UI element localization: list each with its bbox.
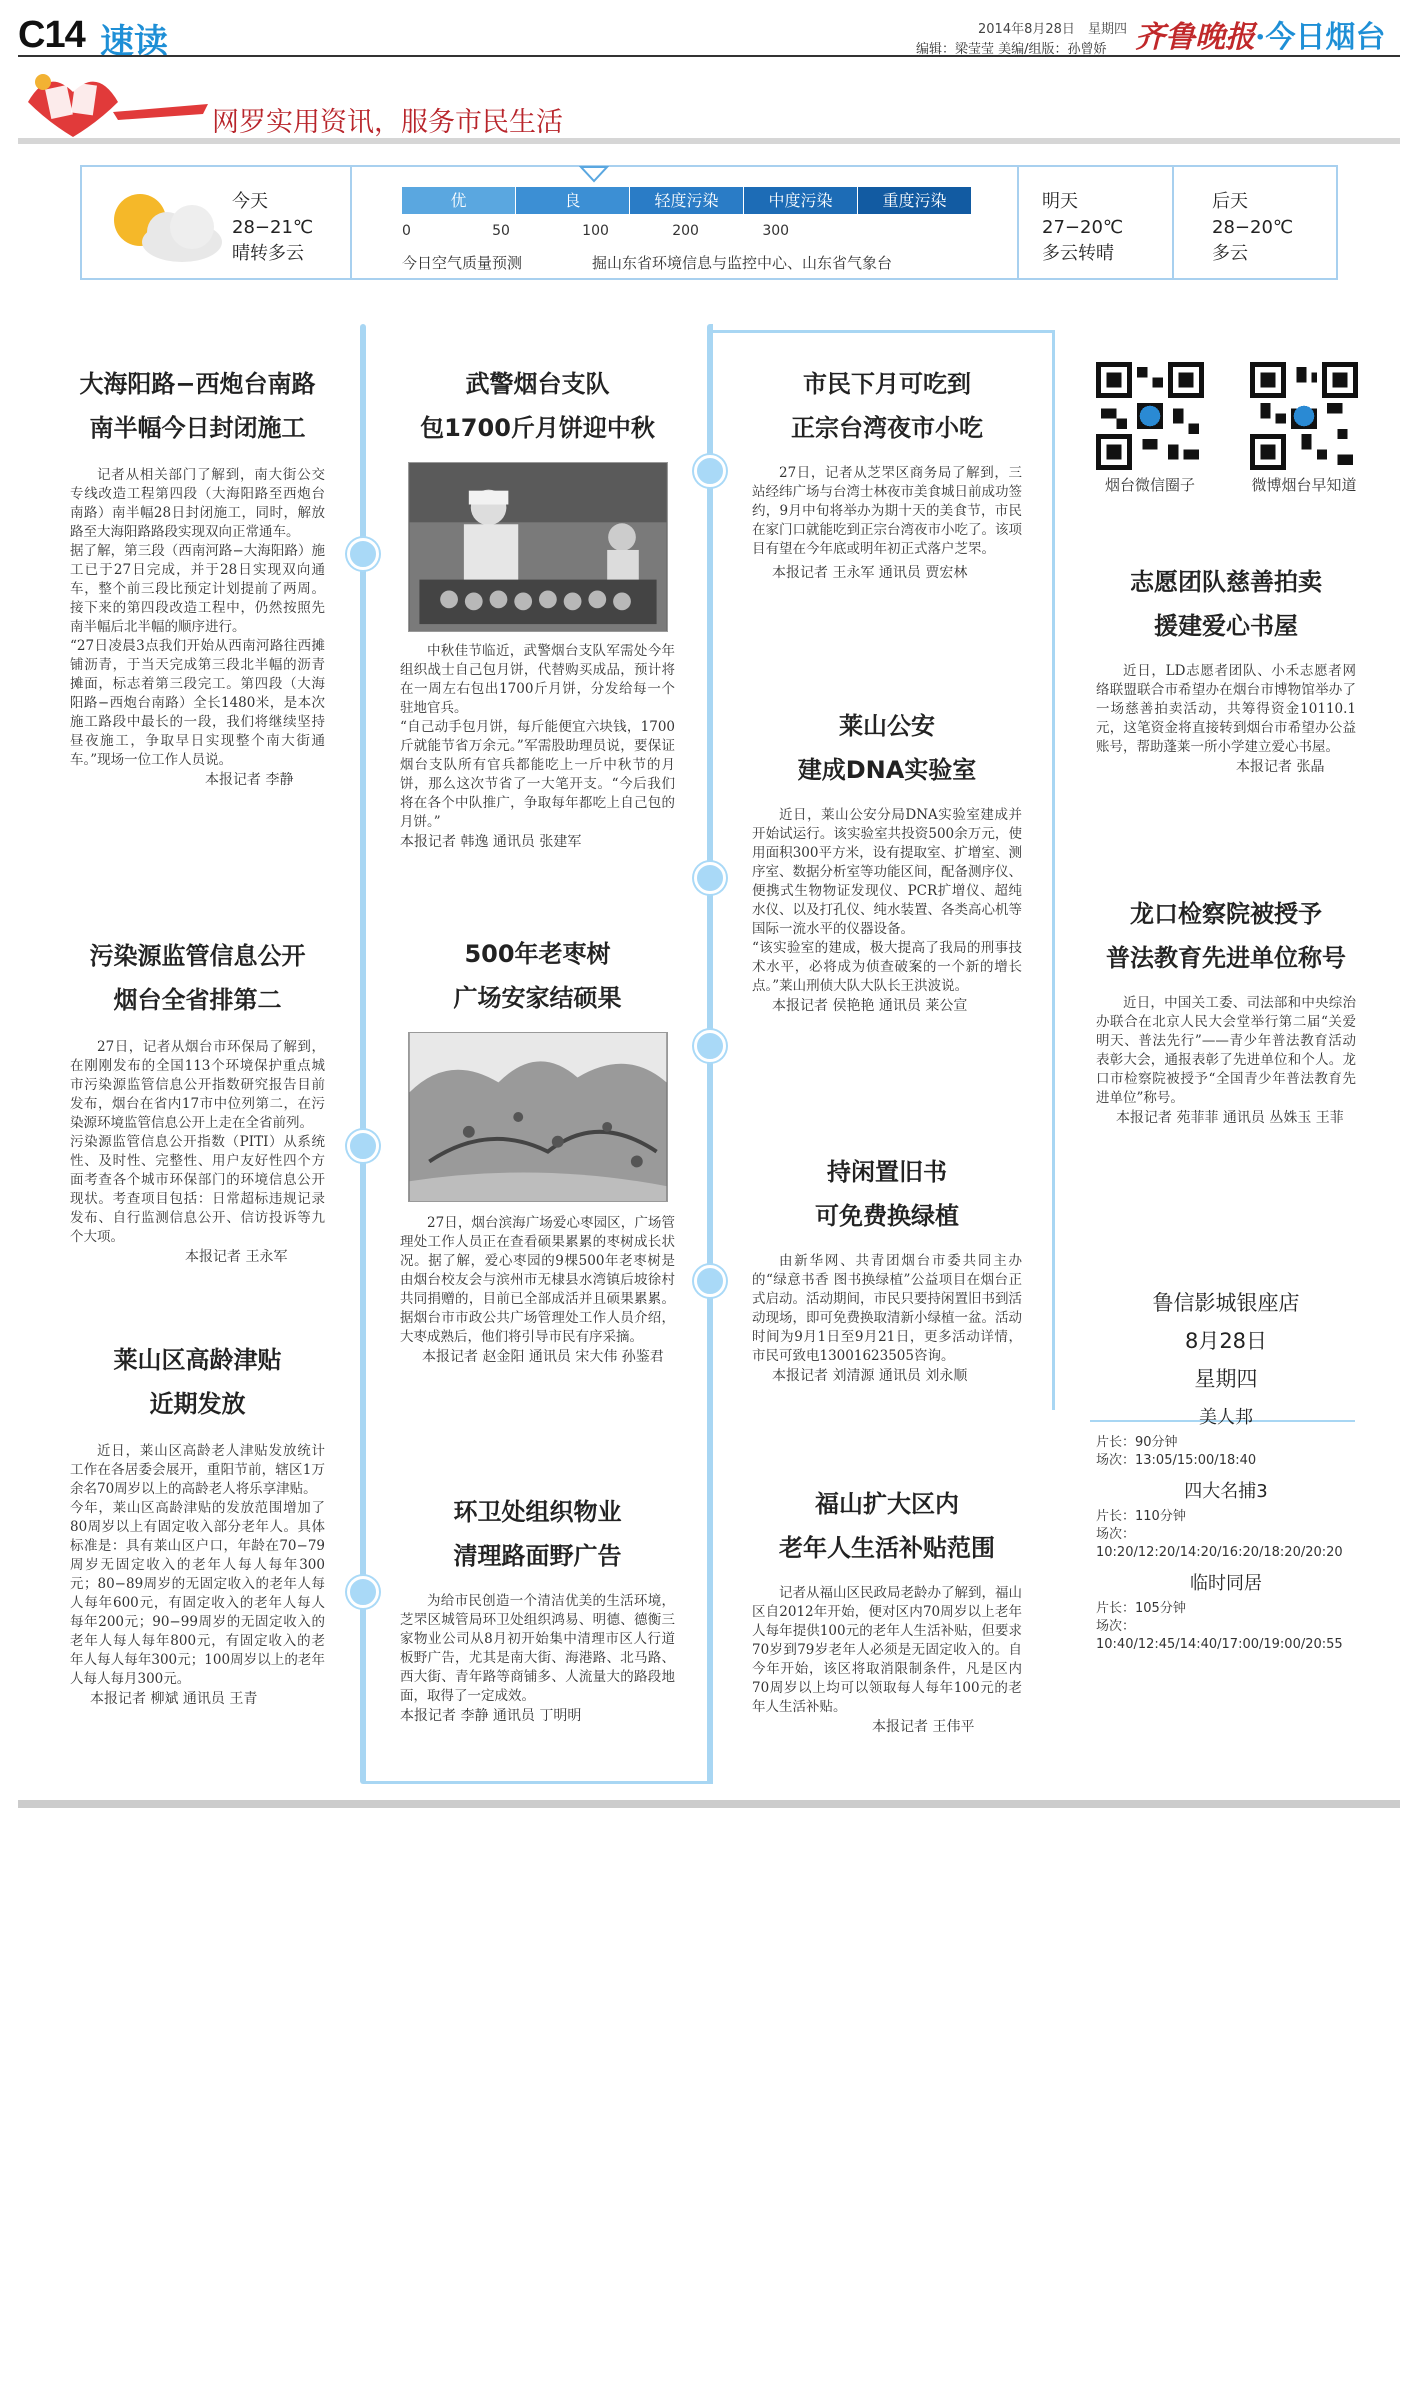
article-cleanup xyxy=(400,1490,675,1726)
headline xyxy=(70,934,325,1022)
today-label: 今天 xyxy=(232,191,268,212)
movie-length: 片长：105分钟 xyxy=(1096,1601,1186,1616)
article-body: 27日，记者从芝罘区商务局了解到，三站经纬广场与台湾士林夜市美食城日前成功签约，9月中旬将举办为期十天的美食节，市民在家门口就能吃到正宗台湾夜市小吃了。该项目有望在今年底或明年初正式落户芝罘。 xyxy=(752,465,1022,557)
article-body: 近日，莱山公安分局DNA实验室建成并开始试运行。该实验室共投资500余万元，使用面积300平方米，设有提取室、扩增室、测序室、数据分析室等功能区间，配备测序仪、便携式生物物证发现仪、PCR扩增仪、超纯水仪、以及打孔仪、纯水装置、各类高心机等国际一流水平的仪器设备。 “该实验室的建成，极大提高了我局的刑事技术水平，必将成为侦查破案的一个新的增长点。”莱山刑侦大队大队长王洪波说。 xyxy=(752,807,1022,994)
byline: 本报记者 苑菲菲 通讯员 丛姝玉 王菲 xyxy=(1116,1110,1344,1126)
headline-line1: 市民下月可吃到 xyxy=(803,370,971,398)
article-body: 近日，LD志愿者团队、小禾志愿者网络联盟联合市希望办在烟台市博物馆举办了一场慈善拍卖活动，共筹得资金10110.1元，这笔资金将直接转到烟台市希望办公益账号，帮助蓬莱一所小学建立爱心书屋。 xyxy=(1096,663,1356,755)
article-law-award xyxy=(1096,892,1356,1128)
headline xyxy=(70,362,325,450)
movie-item xyxy=(1096,1476,1356,1562)
article-charity-auction xyxy=(1096,560,1356,777)
headline xyxy=(1096,560,1356,648)
headline-line1: 500年老枣树 xyxy=(464,940,611,968)
tomorrow-desc: 多云转晴 xyxy=(1042,243,1114,264)
headline-line2: 包1700斤月饼迎中秋 xyxy=(420,414,655,442)
headline xyxy=(70,1338,325,1426)
masthead xyxy=(1135,12,1385,56)
headline xyxy=(752,704,1022,792)
aqi-level-4: 中度污染 xyxy=(744,187,858,214)
header-rule xyxy=(18,55,1400,57)
article-body: 为给市民创造一个清洁优美的生活环境，芝罘区城管局环卫处组织鸿易、明德、德衡三家物业公司从8月初开始集中清理市区人行道板野广告，尤其是南大街、海港路、北马路、西大街、青年路等商铺多、人流量大的路段地面，取得了一定成效。 xyxy=(400,1593,675,1704)
aqi-tick: 50 xyxy=(492,223,510,239)
aqi-tick: 100 xyxy=(582,223,609,239)
byline: 本报记者 王永军 通讯员 贾宏林 xyxy=(772,565,968,581)
headline-line2: 清理路面野广告 xyxy=(453,1542,622,1570)
aqi-level-1: 优 xyxy=(402,187,516,214)
cinema-weekday: 星期四 xyxy=(1194,1367,1258,1391)
article-elderly-allowance xyxy=(70,1338,325,1709)
section-title: 速读 xyxy=(100,22,168,62)
headline-line1: 莱山公安 xyxy=(839,712,935,740)
headline xyxy=(752,362,1022,450)
aqi-scale xyxy=(402,187,972,214)
today-desc: 晴转多云 xyxy=(232,243,304,264)
qr-code-icon xyxy=(1250,362,1358,470)
article-night-market xyxy=(752,362,1022,583)
after-desc: 多云 xyxy=(1212,243,1248,264)
headline-line1: 环卫处组织物业 xyxy=(453,1498,622,1526)
headline-line1: 志愿团队慈善拍卖 xyxy=(1130,568,1322,596)
weather-today xyxy=(232,189,313,267)
movie-title: 四大名捕3 xyxy=(1184,1481,1268,1502)
cinema-name: 鲁信影城银座店 xyxy=(1152,1291,1300,1315)
page-number: C14 xyxy=(18,14,85,56)
article-body: 27日，记者从烟台市环保局了解到，在刚刚发布的全国113个环境保护重点城市污染源监管信息公开指数研究报告目前发布，烟台在省内17市中位列第二，在污染源环境监管信息公开上走在全省前列。 污染源监管信息公开指数（PITI）从系统性、及时性、完整性、用户友好性四个方面考查各个城市环保部门的环境信息公开现状。考查项目包括：日常超标违规记录发布、自行监测信息公开、信访投诉等九个大项。 xyxy=(70,1039,325,1245)
masthead-brand: 齐鲁晚报 xyxy=(1135,20,1255,55)
article-mooncakes xyxy=(400,362,675,852)
headline-line2: 普法教育先进单位称号 xyxy=(1106,944,1346,972)
timeline-dot xyxy=(694,862,726,894)
cinema-listing xyxy=(1096,1284,1356,1654)
aqi-level-2: 良 xyxy=(516,187,630,214)
weather-divider xyxy=(1172,167,1174,278)
article-road-closure xyxy=(70,362,325,790)
article-book-swap xyxy=(752,1150,1022,1386)
article-body: 27日，烟台滨海广场爱心枣园区，广场管理处工作人员正在查看硕果累累的枣树成长状况。据了解，爱心枣园的9棵500年老枣树是由烟台校友会与滨州市无棣县水湾镇后坡徐村共同捐赠的，目前已全部成活并且硕果累累。据烟台市市政公共广场管理处工作人员介绍，大枣成熟后，他们将引导市民有序采摘。 xyxy=(400,1215,675,1345)
article-body: 近日，莱山区高龄老人津贴发放统计工作在各居委会展开，重阳节前，辖区1万余名70周岁以上的高龄老人将乐享津贴。 今年，莱山区高龄津贴的发放范围增加了80周岁以上有固定收入部分老年人。具体标准是：具有莱山区户口，年龄在70−79周岁无固定收入的老年人每人每年300元；80−89周岁的无固定收入的老年人每人每年600元，有固定收入的老年人每人每年200元；90−99周岁的无固定收入的老年人每人每年800元，有固定收入的老年人每人每年300元；100周岁以上的老年人每人每月300元。 xyxy=(70,1443,325,1687)
tomorrow-temp: 27−20℃ xyxy=(1042,217,1124,238)
movie-length: 片长：90分钟 xyxy=(1096,1435,1178,1450)
byline: 本报记者 韩逸 通讯员 张建军 xyxy=(400,834,582,850)
headline-line1: 龙口检察院被授予 xyxy=(1130,900,1322,928)
headline-line2: 南半幅今日封闭施工 xyxy=(89,414,306,442)
movie-item xyxy=(1096,1568,1356,1654)
aqi-tick: 300 xyxy=(762,223,790,239)
aqi-level-3: 轻度污染 xyxy=(630,187,744,214)
qr-wechat[interactable] xyxy=(1096,362,1204,495)
mooncake-photo xyxy=(408,462,668,632)
weather-tomorrow xyxy=(1042,189,1123,267)
slogan: 网罗实用资讯，服务市民生活 xyxy=(212,107,563,138)
byline: 本报记者 刘清源 通讯员 刘永顺 xyxy=(772,1368,968,1384)
article-body: 近日，中国关工委、司法部和中央综治办联合在北京人民大会堂举行第二届“关爱明天、普法先行”——青少年普法教育活动表彰大会，通报表彰了先进单位和个人。龙口市检察院被授予“全国青少年普法教育先进单位”称号。 xyxy=(1096,995,1356,1106)
headline-line2: 老年人生活补贴范围 xyxy=(779,1534,995,1562)
timeline-dot xyxy=(694,455,726,487)
headline-line2: 建成DNA实验室 xyxy=(797,756,977,784)
aqi-level-5: 重度污染 xyxy=(858,187,972,214)
article-fushan-allowance xyxy=(752,1482,1022,1737)
headline xyxy=(752,1150,1022,1238)
headline-line2: 广场安家结硕果 xyxy=(453,984,622,1012)
headline-line2: 可免费换绿植 xyxy=(815,1202,959,1230)
aqi-footer xyxy=(402,252,892,273)
headline-line2: 烟台全省排第二 xyxy=(113,986,282,1014)
qr-weibo[interactable] xyxy=(1250,362,1358,495)
aqi-caption: 今日空气质量预测 xyxy=(402,254,523,272)
timeline-dot xyxy=(694,1030,726,1062)
movie-item xyxy=(1096,1402,1356,1470)
headline-line1: 莱山区高龄津贴 xyxy=(113,1346,282,1374)
headline-line2: 援建爱心书屋 xyxy=(1154,612,1298,640)
article-dna-lab xyxy=(752,704,1022,1016)
headline xyxy=(1096,892,1356,980)
byline: 本报记者 王伟平 xyxy=(872,1719,975,1735)
headline-line1: 福山扩大区内 xyxy=(815,1490,959,1518)
qr-label: 微博烟台早知道 xyxy=(1251,476,1357,494)
after-temp: 28−20℃ xyxy=(1212,217,1294,238)
weather-divider xyxy=(350,167,352,278)
timeline-dot xyxy=(694,1265,726,1297)
headline-line1: 污染源监管信息公开 xyxy=(89,942,306,970)
masthead-sub: ·今日烟台 xyxy=(1255,20,1386,55)
footer-rule xyxy=(18,1800,1400,1808)
headline-line1: 持闲置旧书 xyxy=(827,1158,947,1186)
movie-times: 场次：10:20/12:20/14:20/16:20/18:20/20:20 xyxy=(1096,1527,1343,1560)
article-body: 由新华网、共青团烟台市委共同主办的“绿意书香 图书换绿植”公益项目在烟台正式启动。活动期间，市民只要持闲置旧书到活动现场，即可免费换取清新小绿植一盆。活动时间为9月1日至9月21日，更多活动详情，市民可致电13001623505咨询。 xyxy=(752,1253,1022,1364)
weather-after xyxy=(1212,189,1293,267)
issue-weekday: 星期四 xyxy=(1088,22,1128,37)
byline: 本报记者 柳斌 通讯员 王青 xyxy=(90,1691,258,1707)
issue-date: 2014年8月28日 xyxy=(978,22,1075,37)
byline: 本报记者 李静 通讯员 丁明明 xyxy=(400,1708,582,1724)
timeline-dot xyxy=(347,1576,379,1608)
byline: 本报记者 王永军 xyxy=(185,1249,288,1265)
movie-times: 场次：13:05/15:00/18:40 xyxy=(1096,1453,1257,1468)
movie-title: 美人邦 xyxy=(1199,1407,1253,1428)
tomorrow-label: 明天 xyxy=(1042,191,1078,212)
headline xyxy=(752,1482,1022,1570)
article-body: 记者从福山区民政局老龄办了解到，福山区自2012年开始，便对区内70周岁以上老年人每年提供100元的老年人生活补贴，但要求70岁到79岁老年人必须是无固定收入的。自今年开始，该区将取消限制条件，凡是区内70周岁以上均可以领取每人每年100元的老年人生活补贴。 xyxy=(752,1585,1022,1715)
headline-line2: 近期发放 xyxy=(149,1390,246,1418)
headline xyxy=(400,362,675,450)
jujube-tree-photo xyxy=(408,1032,668,1202)
byline: 本报记者 张晶 xyxy=(1236,759,1325,775)
section-logo-icon xyxy=(18,62,208,142)
timeline-dot xyxy=(347,538,379,570)
headline-line1: 大海阳路−西炮台南路 xyxy=(79,370,316,398)
movie-times: 场次：10:40/12:45/14:40/17:00/19:00/20:55 xyxy=(1096,1619,1343,1652)
article-body: 中秋佳节临近，武警烟台支队军需处今年组织战士自己包月饼，代替购买成品，预计将在一周左右包出1700斤月饼，分发给每一个驻地官兵。 “自己动手包月饼，每斤能便宜六块钱，1700斤就能节省万余元。”军需股助理员说，要保证烟台支队所有官兵都能吃上一斤中秋节的月饼，那么这次节省了一大笔开支。“今后我们将在各个中队推广，争取每年都吃上自己包的月饼。” xyxy=(400,643,675,830)
article-pollution-info xyxy=(70,934,325,1267)
after-label: 后天 xyxy=(1212,191,1248,212)
article-body: 记者从相关部门了解到，南大街公交专线改造工程第四段（大海阳路至西炮台南路）南半幅28日封闭施工，同时，解放路至大海阳路路段实现双向正常通车。 据了解，第三段（西南河路−大海阳路）施工已于27日完成，并于28日实现双向通车，整个前三段比预定计划提前了两周。接下来的第四段改造工程中，仍然按照先南半幅后北半幅的顺序进行。 “27日凌晨3点我们开始从西南河路往西摊铺沥青，于当天完成第三段北半幅的沥青摊面，标志着第三段完工。第四段（大海阳路−西炮台南路）全长1480米，是本次施工路段中最长的一段，我们将继续坚持昼夜施工，争取早日实现整个南大街通车。”现场一位工作人员说。 xyxy=(70,467,325,768)
headline xyxy=(400,932,675,1020)
cinema-date: 8月28日 xyxy=(1184,1329,1268,1353)
byline: 本报记者 李静 xyxy=(205,772,294,788)
byline: 本报记者 赵金阳 通讯员 宋大伟 孙鉴君 xyxy=(422,1349,664,1365)
header-band xyxy=(18,138,1400,144)
movie-length: 片长：110分钟 xyxy=(1096,1509,1186,1524)
headline-line1: 武警烟台支队 xyxy=(465,370,610,398)
byline: 本报记者 侯艳艳 通讯员 莱公宣 xyxy=(772,998,968,1014)
aqi-source: 掘山东省环境信息与监控中心、山东省气象台 xyxy=(592,254,893,272)
qr-code-icon xyxy=(1096,362,1204,470)
weather-panel xyxy=(80,165,1338,280)
editor-credits: 编辑：梁莹莹 美编/组版：孙曾娇 xyxy=(916,42,1107,57)
aqi-pointer-icon xyxy=(579,165,609,185)
headline-line2: 正宗台湾夜市小吃 xyxy=(791,414,983,442)
aqi-tick: 200 xyxy=(672,223,699,239)
weather-divider xyxy=(1017,167,1019,278)
qr-label: 烟台微信圈子 xyxy=(1104,476,1195,494)
article-date-trees xyxy=(400,932,675,1367)
sun-cloud-icon xyxy=(92,182,232,267)
movie-title: 临时同居 xyxy=(1190,1573,1262,1594)
aqi-tick: 0 xyxy=(402,223,411,239)
today-temp: 28−21℃ xyxy=(232,217,314,238)
timeline-dot xyxy=(347,1130,379,1162)
headline xyxy=(400,1490,675,1578)
